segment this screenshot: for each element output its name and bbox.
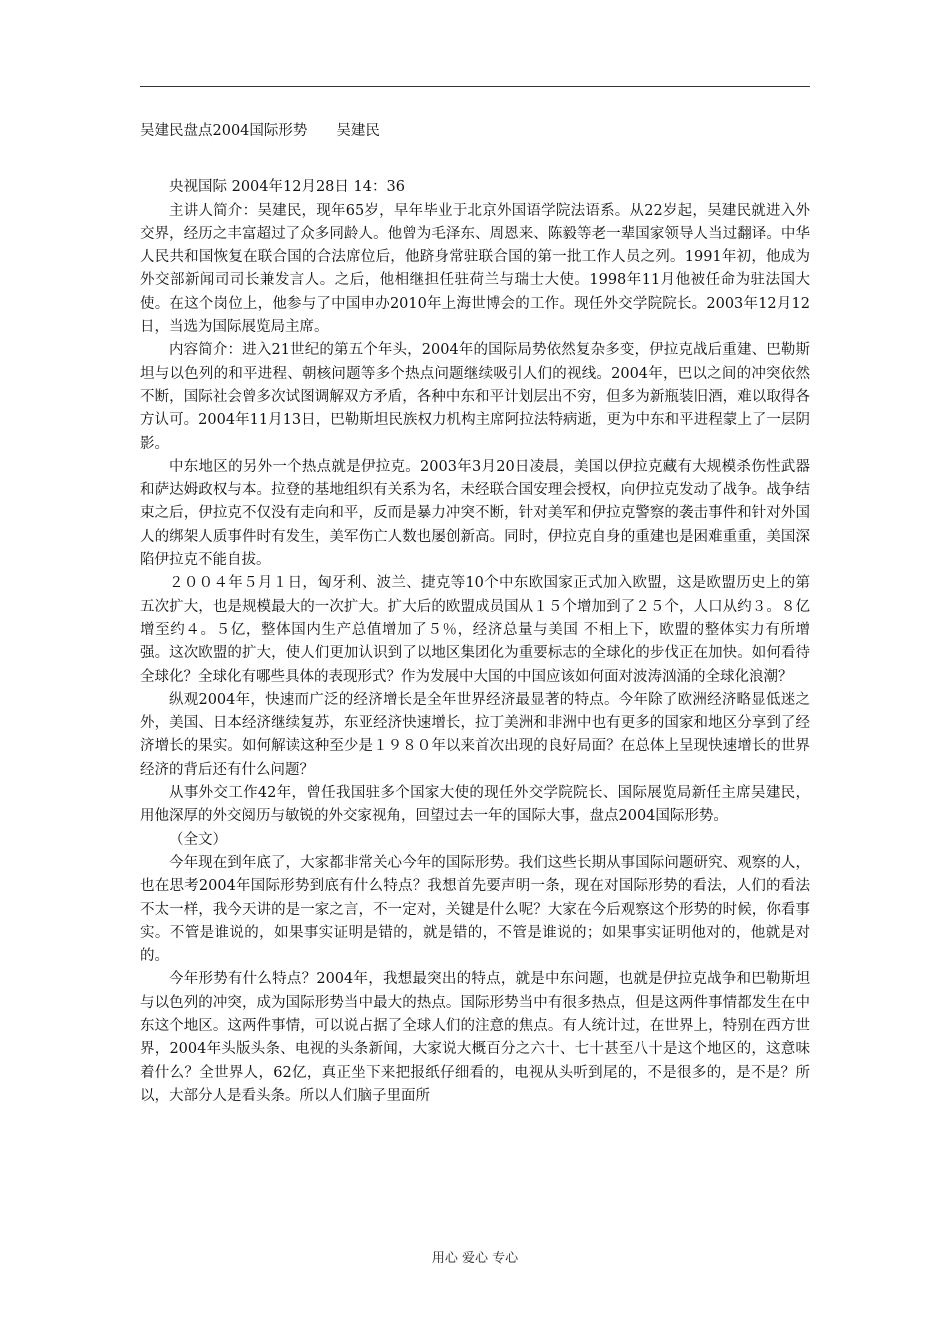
paragraph-speaker-intro: 主讲人简介：吴建民，现年65岁，早年毕业于北京外国语学院法语系。从22岁起，吴建民就进入外交界，经历之丰富超过了众多同龄人。他曾为毛泽东、周恩来、陈毅等老一辈国家领导人当过翻译。中华人民共和国恢复在联合国的合法席位后，他跻身常驻联合国的第一批工作人员之列。1991年初，他成为外交部新闻司司长兼发言人。之后，他相继担任驻荷兰与瑞士大使。1998年11月他被任命为驻法国大使。在这个岗位上，他参与了中国申办2010年上海世博会的工作。现任外交学院院长。2003年12月12日，当选为国际展览局主席。 [140, 202, 810, 336]
document-meta: 央视国际 2004年12月28日 14：36 [169, 179, 405, 196]
page-footer: 用心 爱心 专心 [431, 1251, 519, 1266]
paragraph-iraq: 中东地区的另外一个热点就是伊拉克。2003年3月20日凌晨，美国以伊拉克藏有大规模杀伤性武器和萨达姆政权与本。拉登的基地组织有关系为名，未经联合国安理会授权，向伊拉克发动了战争。战争结束之后，伊拉克不仅没有走向和平，反而是暴力冲突不断，针对美军和伊拉克警察的袭击事件和针对外国人的绑架人质事件时有发生，美军伤亡人数也屡创新高。同时，伊拉克自身的重建也是困难重重，美国深陷伊拉克不能自拔。 [140, 458, 810, 569]
paragraph-content-intro: 内容简介：进入21世纪的第五个年头，2004年的国际局势依然复杂多变，伊拉克战后重建、巴勒斯坦与以色列的和平进程、朝核问题等多个热点问题继续吸引人们的视线。2004年，巴以之间的冲突依然不断，国际社会曾多次试图调解双方矛盾，各种中东和平计划层出不穷，但多为新瓶装旧酒，难以取得各方认可。2004年11月13日，巴勒斯坦民族权力机构主席阿拉法特病逝，更为中东和平进程蒙上了一层阴影。 [140, 342, 810, 452]
paragraph-body-2: 今年形势有什么特点？2004年，我想最突出的特点，就是中东问题，也就是伊拉克战争和巴勒斯坦与以色列的冲突，成为国际形势当中最大的热点。国际形势当中有很多热点，但是这两件事情都发生在中东这个地区。这两件事情，可以说占据了全球人们的注意的焦点。有人统计过，在世界上，特别在西方世界，2004年头版头条、电视的头条新闻，大家说大概百分之六十、七十甚至八十是这个地区的，这意味着什么？全世界人，62亿，真正坐下来把报纸仔细看的，电视从头听到尾的，不是很多的，是不是？所以，大部分人是看头条。所以人们脑子里面所 [140, 971, 810, 1104]
document-title: 吴建民盘点2004国际形势 吴建民 [140, 123, 380, 139]
paragraph-body-1: 今年现在到年底了，大家都非常关心今年的国际形势。我们这些长期从事国际问题研究、观察的人，也在思考2004年国际形势到底有什么特点？我想首先要声明一条，现在对国际形势的看法，人们的看法不太一样，我今天讲的是一家之言，不一定对，关键是什么呢？大家在今后观察这个形势的时候，你看事实。不管是谁说的，如果事实证明是错的，就是错的，不管是谁说的；如果事实证明他对的，他就是对的。 [140, 854, 810, 965]
paragraph-full-text-label: （全文） [169, 831, 227, 848]
header-rule [140, 86, 810, 87]
paragraph-economy: 纵观2004年，快速而广泛的经济增长是全年世界经济最显著的特点。今年除了欧洲经济略显低迷之外，美国、日本经济继续复苏，东亚经济快速增长，拉丁美洲和非洲中也有更多的国家和地区分享到了经济增长的果实。如何解读这种至少是１９８０年以来首次出现的良好局面？在总体上呈现快速增长的世界经济的背后还有什么问题？ [140, 691, 810, 778]
paragraph-eu-expansion: ２００４年５月１日，匈牙利、波兰、捷克等10个中东欧国家正式加入欧盟，这是欧盟历史上的第五次扩大，也是规模最大的一次扩大。扩大后的欧盟成员国从１５个增加到了２５个，人口从约３。８亿增至约４。５亿，整体国内生产总值增加了５％，经济总量与美国 不相上下，欧盟的整体实力有所增强。这次欧盟的扩大，使人们更加认识到了以地区集团化为重要标志的全球化的步伐正在加快。如何看待全球化？全球化有哪些具体的表现形式？作为发展中大国的中国应该如何面对波涛汹涌的全球化浪潮？ [140, 575, 810, 685]
document-body [140, 120, 810, 1108]
paragraph-speaker-summary: 从事外交工作42年，曾任我国驻多个国家大使的现任外交学院院长、国际展览局新任主席吴建民，用他深厚的外交阅历与敏锐的外交家视角，回望过去一年的国际大事，盘点2004国际形势。 [140, 785, 810, 825]
